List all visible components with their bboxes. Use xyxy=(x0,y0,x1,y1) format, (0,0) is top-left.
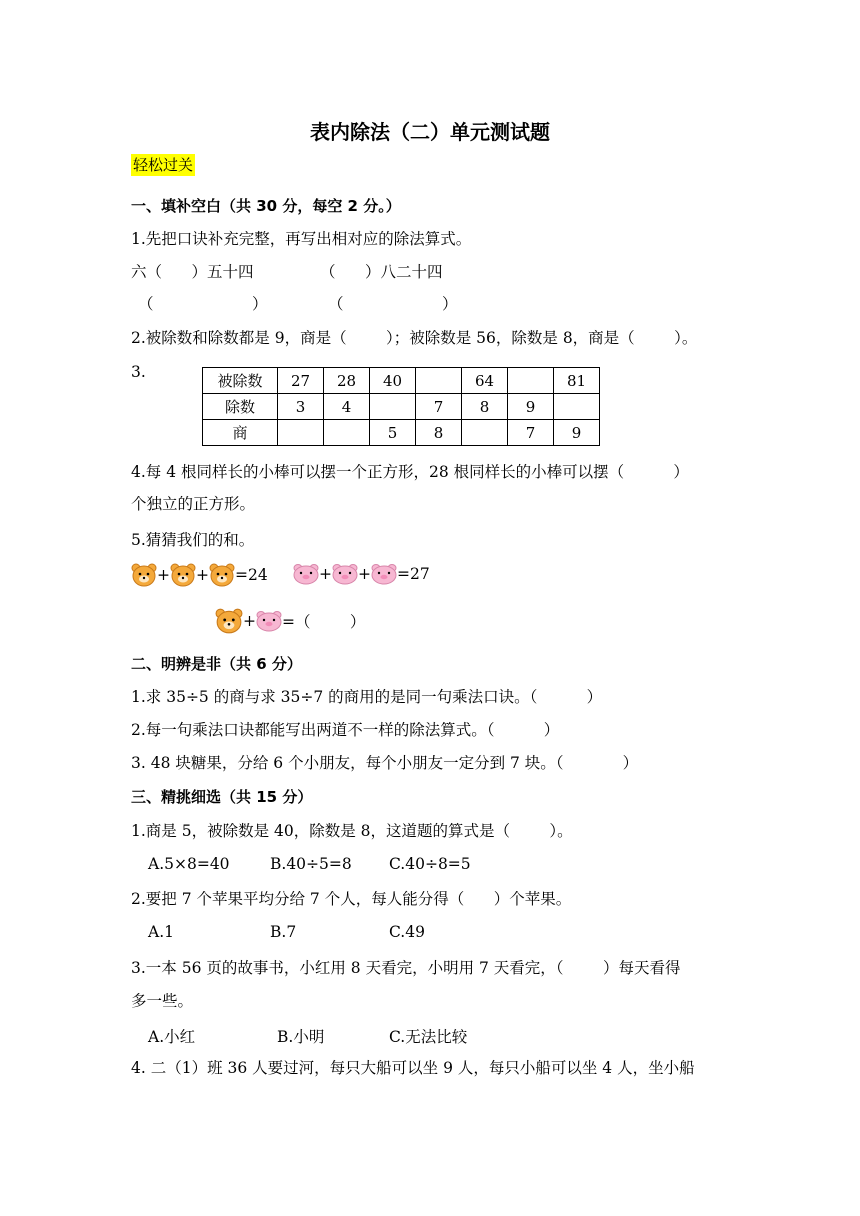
s1-q4-text-cont: 个独立的正方形。 xyxy=(131,495,256,513)
section3-heading: 三、精挑细选（共 15 分） xyxy=(131,788,313,806)
bear-pig-sum-blank: =（ ） xyxy=(282,613,366,631)
s1-q2-text: 2.被除数和除数都是 9，商是（ ）；被除数是 56，除数是 8，商是（ ）。 xyxy=(131,329,698,347)
table-cell: 7 xyxy=(416,394,462,420)
s3-q3-option-c: C.无法比较 xyxy=(389,1028,468,1046)
pigs-sum: =27 xyxy=(397,565,430,583)
section2-heading: 二、明辨是非（共 6 分） xyxy=(131,655,302,673)
table-cell xyxy=(462,420,508,446)
table-cell: 5 xyxy=(370,420,416,446)
bear-face-icon xyxy=(170,563,196,587)
s3-q1-option-b: B.40÷5=8 xyxy=(270,855,352,873)
table-cell: 8 xyxy=(462,394,508,420)
table-row-header: 商 xyxy=(203,420,278,446)
s1-q1-blank-a2: （ ）八二十四 xyxy=(320,263,443,281)
difficulty-tag: 轻松过关 xyxy=(133,156,194,174)
table-cell: 3 xyxy=(278,394,324,420)
pig-face-icon xyxy=(371,563,397,585)
bear-face-icon xyxy=(131,563,157,587)
bear-face-icon xyxy=(209,563,235,587)
plus-sign: + xyxy=(196,566,209,584)
s1-q1-text: 1.先把口诀补充完整，再写出相对应的除法算式。 xyxy=(131,230,472,248)
s1-q1-blank-b2: （ ） xyxy=(328,295,458,313)
bear-face-icon xyxy=(215,608,243,634)
table-cell: 40 xyxy=(370,368,416,394)
table-cell: 9 xyxy=(508,394,554,420)
bears-equation xyxy=(131,563,268,587)
table-cell: 27 xyxy=(278,368,324,394)
s3-q2-text: 2.要把 7 个苹果平均分给 7 个人，每人能分得（ ）个苹果。 xyxy=(131,890,572,908)
s1-q1-blank-b1: （ ） xyxy=(138,295,268,313)
pig-face-icon xyxy=(332,563,358,585)
table-row xyxy=(203,368,600,394)
table-cell: 64 xyxy=(462,368,508,394)
s3-q2-option-b: B.7 xyxy=(270,923,297,941)
table-cell: 4 xyxy=(324,394,370,420)
table-cell: 81 xyxy=(554,368,600,394)
s3-q1-option-c: C.40÷8=5 xyxy=(389,855,471,873)
table-cell xyxy=(416,368,462,394)
plus-sign: + xyxy=(319,565,332,583)
section1-heading: 一、填补空白（共 30 分，每空 2 分。） xyxy=(131,197,401,215)
table-row-header: 被除数 xyxy=(203,368,278,394)
s1-q5-text: 5.猜猜我们的和。 xyxy=(131,531,255,549)
division-table xyxy=(202,367,600,446)
plus-sign: + xyxy=(157,566,170,584)
table-cell xyxy=(370,394,416,420)
table-cell: 9 xyxy=(554,420,600,446)
plus-sign: + xyxy=(243,612,256,630)
s3-q3-text: 3.一本 56 页的故事书，小红用 8 天看完，小明用 7 天看完，（ ）每天看得 xyxy=(131,959,681,977)
s2-q2-text: 2.每一句乘法口诀都能写出两道不一样的除法算式。（ ） xyxy=(131,721,560,739)
table-cell xyxy=(508,368,554,394)
s3-q1-text: 1.商是 5，被除数是 40，除数是 8，这道题的算式是（ ）。 xyxy=(131,822,573,840)
s3-q2-option-c: C.49 xyxy=(389,923,425,941)
s3-q3-option-b: B.小明 xyxy=(277,1028,325,1046)
table-cell xyxy=(278,420,324,446)
bear-pig-equation xyxy=(215,608,365,634)
pig-face-icon xyxy=(293,563,319,585)
table-cell xyxy=(324,420,370,446)
table-row-header: 除数 xyxy=(203,394,278,420)
s3-q3-text-cont: 多一些。 xyxy=(131,992,194,1010)
s2-q1-text: 1.求 35÷5 的商与求 35÷7 的商用的是同一句乘法口诀。（ ） xyxy=(131,688,603,706)
s3-q2-option-a: A.1 xyxy=(148,923,174,941)
s3-q1-option-a: A.5×8=40 xyxy=(148,855,230,873)
s3-q4-text: 4. 二（1）班 36 人要过河，每只大船可以坐 9 人，每只小船可以坐 4 人，坐小船 xyxy=(131,1059,695,1077)
pig-face-icon xyxy=(256,610,282,632)
s3-q3-option-a: A.小红 xyxy=(148,1028,196,1046)
s1-q4-text: 4.每 4 根同样长的小棒可以摆一个正方形，28 根同样长的小棒可以摆（ ） xyxy=(131,463,689,481)
table-row xyxy=(203,394,600,420)
pigs-equation xyxy=(293,563,430,585)
s1-q3-label: 3. xyxy=(131,363,146,381)
table-cell xyxy=(554,394,600,420)
page-title: 表内除法（二）单元测试题 xyxy=(310,120,550,144)
table-row xyxy=(203,420,600,446)
table-cell: 8 xyxy=(416,420,462,446)
plus-sign: + xyxy=(358,565,371,583)
table-cell: 28 xyxy=(324,368,370,394)
bears-sum: =24 xyxy=(235,566,268,584)
table-cell: 7 xyxy=(508,420,554,446)
s2-q3-text: 3. 48 块糖果，分给 6 个小朋友，每个小朋友一定分到 7 块。（ ） xyxy=(131,754,639,772)
s1-q1-blank-a1: 六（ ）五十四 xyxy=(131,263,254,281)
